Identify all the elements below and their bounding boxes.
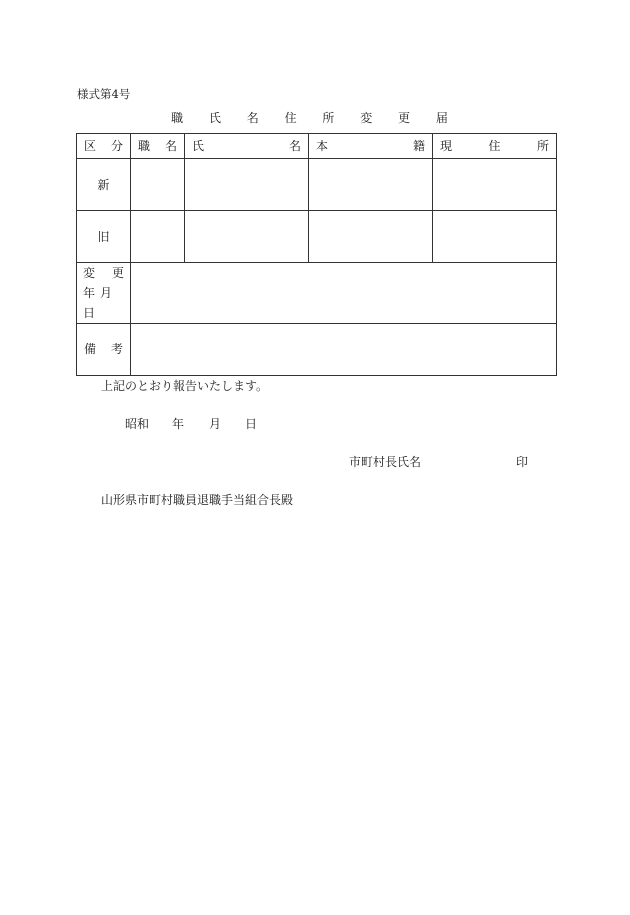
header-position: 職 名 <box>131 134 185 159</box>
header-category: 区 分 <box>77 134 131 159</box>
row-change-date <box>77 263 557 324</box>
date-year: 年 <box>172 417 185 431</box>
table-header-row <box>77 134 557 159</box>
new-address-field[interactable] <box>433 159 557 211</box>
row-label-change-date: 変 更 年月日 <box>77 263 131 324</box>
date-era: 昭和 <box>125 417 150 431</box>
header-domicile: 本 籍 <box>309 134 433 159</box>
addressee: 山形県市町村職員退職手当組合長殿 <box>101 493 294 507</box>
row-label-remarks: 備 考 <box>77 324 131 376</box>
remarks-field[interactable] <box>131 324 557 376</box>
signer-label: 市町村長氏名 <box>349 455 422 469</box>
header-address: 現 住 所 <box>433 134 557 159</box>
new-domicile-field[interactable] <box>309 159 433 211</box>
old-position-field[interactable] <box>131 211 185 263</box>
date-day: 日 <box>245 417 258 431</box>
new-name-field[interactable] <box>185 159 309 211</box>
old-domicile-field[interactable] <box>309 211 433 263</box>
old-address-field[interactable] <box>433 211 557 263</box>
row-old <box>77 211 557 263</box>
old-name-field[interactable] <box>185 211 309 263</box>
row-label-new: 新 <box>77 159 131 211</box>
document-title: 職 氏 名 住 所 変 更 届 <box>171 111 459 125</box>
row-remarks <box>77 324 557 376</box>
report-statement: 上記のとおり報告いたします。 <box>101 379 269 393</box>
row-new <box>77 159 557 211</box>
seal-mark: 印 <box>516 455 529 469</box>
new-position-field[interactable] <box>131 159 185 211</box>
date-month: 月 <box>209 417 222 431</box>
form-number: 様式第4号 <box>77 87 131 101</box>
header-name: 氏 名 <box>185 134 309 159</box>
row-label-old: 旧 <box>77 211 131 263</box>
date-line <box>125 415 257 432</box>
change-date-field[interactable] <box>131 263 557 324</box>
change-form-table <box>76 133 557 376</box>
